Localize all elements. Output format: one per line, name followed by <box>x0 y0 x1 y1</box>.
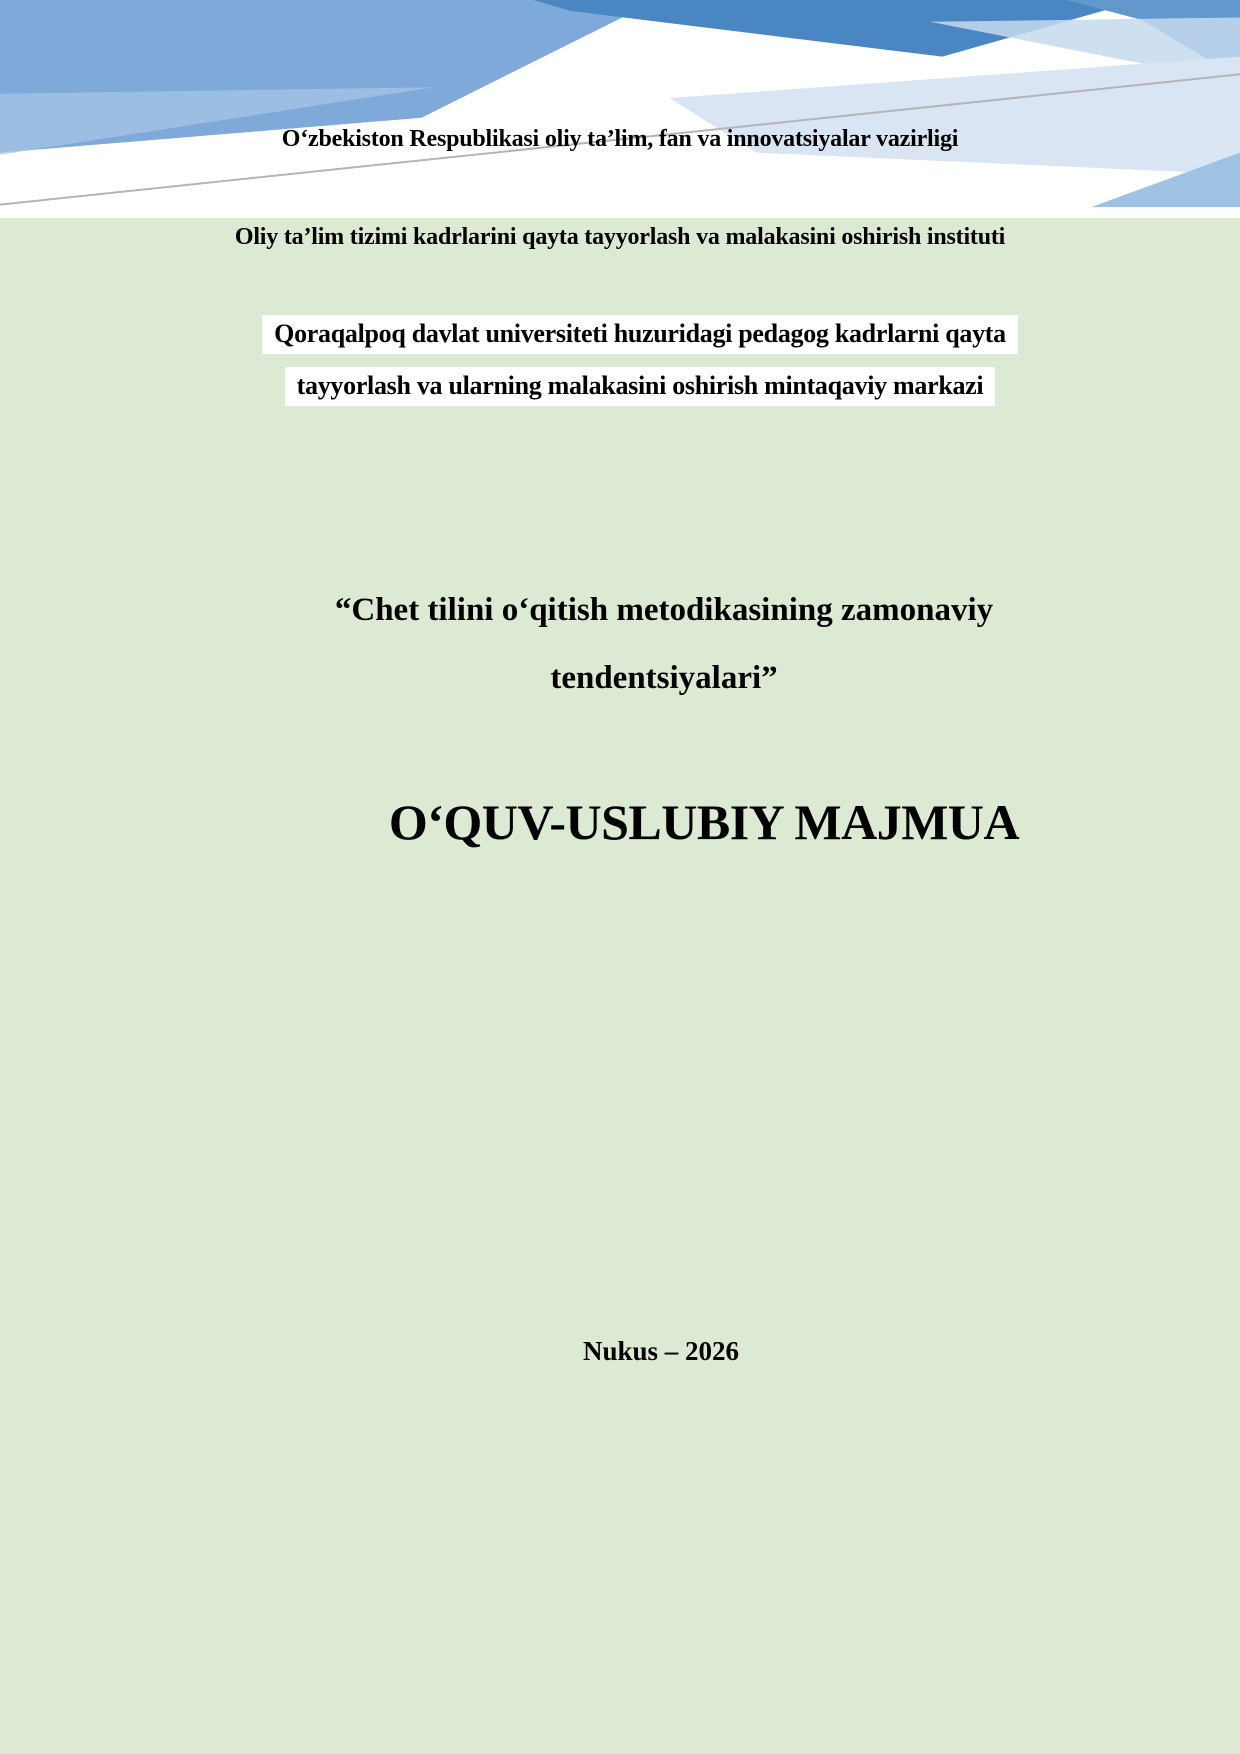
regional-center-title <box>0 308 1240 412</box>
institute-title: Oliy ta’lim tizimi kadrlarini qayta tayyorlash va malakasini oshirish instituti <box>234 224 1006 250</box>
regional-center-title-line-1: Qoraqalpoq davlat universiteti huzuridagi pedagog kadrlarni qayta <box>262 315 1018 354</box>
course-title-line-1: “Chet tilini oʻqitish metodikasining zamonaviy <box>334 592 994 628</box>
city-year-label: Nukus – 2026 <box>582 1336 740 1366</box>
course-title <box>0 576 1240 712</box>
course-title-line-2: tendentsiyalari” <box>550 660 778 696</box>
cover-header-graphic <box>0 0 1240 218</box>
regional-center-title-line-2: tayyorlash va ularning malakasini oshirish mintaqaviy markazi <box>285 367 996 406</box>
ministry-title: Oʻzbekiston Respublikasi oliy ta’lim, fan va innovatsiyalar vazirligi <box>281 126 959 152</box>
document-type-title: OʻQUV-USLUBIY MAJMUA <box>388 794 1020 850</box>
page-background <box>0 218 1240 1754</box>
